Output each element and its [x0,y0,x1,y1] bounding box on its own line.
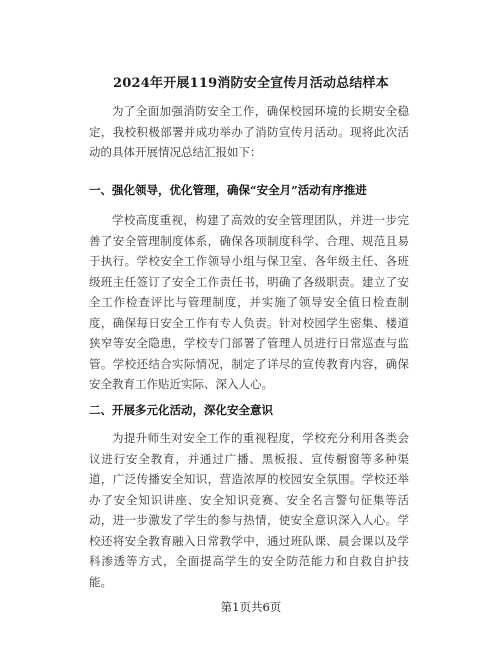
intro-paragraph: 为了全面加强消防安全工作，确保校园环境的长期安全稳定，我校积极部署并成功举办了消防宣传月活动。现将此次活动的具体开展情况总结汇报如下： [89,104,409,159]
section-body-1: 学校高度重视，构建了高效的安全管理团队，并进一步完善了安全管理制度体系，确保各项制度科学、合理、规范且易于执行。学校安全工作领导小组与保卫室、各年级主任、各班级班主任签订了安全工作责任书，明确了各级职责。建立了安全工作检查评比与管理制度，并实施了领导安全值日检查制度，确保每日安全工作有专人负责。针对校园学生密集、楼道狭窄等安全隐患，学校专门部署了管理人员进行日常巡查与监管。学校还结合实际情况，制定了详尽的宣传教育内容，确保安全教育工作贴近实际、深入人心。 [89,213,409,391]
section-body-2: 为提升师生对安全工作的重视程度，学校充分利用各类会议进行安全教育，并通过广播、黑板报、宣传橱窗等多种渠道，广泛传播安全知识，营造浓厚的校园安全氛围。学校还举办了安全知识讲座、安全知识竞赛、安全名言警句征集等活动，进一步激发了学生的参与热情，使安全意识深入人心。学校还将安全教育融入日常教学中，通过班队课、晨会课以及学科渗透等方式，全面提高学生的安全防范能力和自救自护技能。 [89,431,409,589]
document-title: 2024年开展119消防安全宣传月活动总结样本 [113,76,389,91]
section-heading-2: 二、开展多元化活动，深化安全意识 [89,403,273,417]
page-number-footer: 第1页共6页 [220,600,282,614]
section-heading-1: 一、强化领导，优化管理，确保“安全月”活动有序推进 [89,183,367,197]
